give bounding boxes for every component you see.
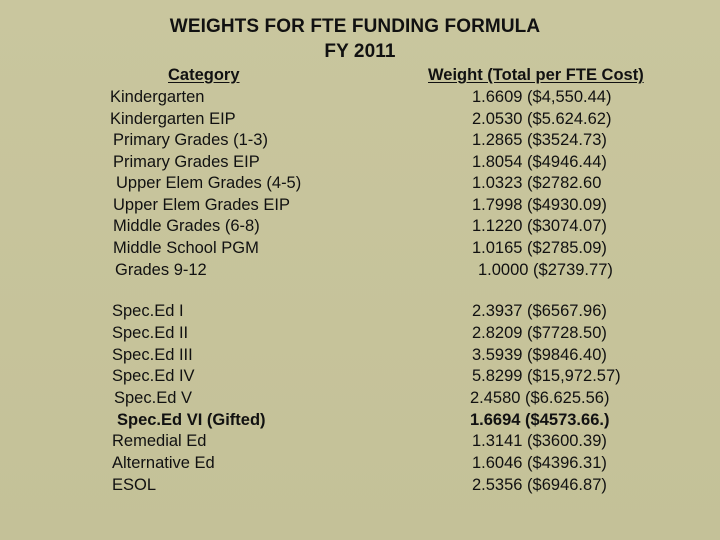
weight-cell: 2.3937 ($6567.96) [472, 302, 607, 320]
column-header-weight: Weight (Total per FTE Cost) [428, 66, 644, 84]
category-cell: Kindergarten [110, 88, 205, 106]
table-row [0, 86, 720, 108]
category-cell: Spec.Ed IV [112, 367, 195, 385]
weight-cell: 1.0000 ($2739.77) [478, 261, 613, 279]
weight-cell: 1.3141 ($3600.39) [472, 432, 607, 450]
table-row [0, 430, 720, 452]
table-row [0, 344, 720, 366]
table-row [0, 452, 720, 474]
category-cell: Middle School PGM [113, 239, 259, 257]
weight-cell: 1.0165 ($2785.09) [472, 239, 607, 257]
weight-cell: 1.6046 ($4396.31) [472, 454, 607, 472]
weight-cell: 1.2865 ($3524.73) [472, 131, 607, 149]
category-cell: Spec.Ed II [112, 324, 189, 342]
category-cell: Spec.Ed VI (Gifted) [117, 411, 266, 429]
table-row [0, 237, 720, 259]
category-cell: Spec.Ed III [112, 346, 193, 364]
table-row [0, 215, 720, 237]
weight-cell: 1.7998 ($4930.09) [472, 196, 607, 214]
column-header-category: Category [168, 66, 240, 84]
category-cell: Remedial Ed [112, 432, 207, 450]
table-row [0, 409, 720, 431]
weight-cell: 2.5356 ($6946.87) [472, 476, 607, 494]
weight-cell: 3.5939 ($9846.40) [472, 346, 607, 364]
weight-cell: 1.0323 ($2782.60 [472, 174, 602, 192]
table-row [0, 108, 720, 130]
weight-cell: 1.8054 ($4946.44) [472, 153, 607, 171]
table-row [0, 365, 720, 387]
category-cell: Middle Grades (6-8) [113, 217, 260, 235]
category-cell: Primary Grades EIP [113, 153, 260, 171]
category-cell: Spec.Ed I [112, 302, 184, 320]
category-cell: Primary Grades (1-3) [113, 131, 268, 149]
table-row [0, 322, 720, 344]
table-row [0, 172, 720, 194]
weight-cell: 2.8209 ($7728.50) [472, 324, 607, 342]
table-row [0, 194, 720, 216]
table-header-row [0, 64, 720, 86]
weight-cell: 1.6609 ($4,550.44) [472, 88, 612, 106]
category-cell: Spec.Ed V [114, 389, 192, 407]
weight-cell: 2.4580 ($6.625.56) [470, 389, 610, 407]
category-cell: Upper Elem Grades (4-5) [116, 174, 302, 192]
category-cell: Kindergarten EIP [110, 110, 236, 128]
table-row [0, 474, 720, 496]
weight-cell: 5.8299 ($15,972.57) [472, 367, 621, 385]
category-cell: Alternative Ed [112, 454, 215, 472]
weight-cell: 1.6694 ($4573.66.) [470, 411, 610, 429]
table-row [0, 151, 720, 173]
category-cell: ESOL [112, 476, 157, 494]
weight-cell: 1.1220 ($3074.07) [472, 217, 607, 235]
table-row [0, 300, 720, 322]
weight-cell: 2.0530 ($5.624.62) [472, 110, 612, 128]
page-title: WEIGHTS FOR FTE FUNDING FORMULA [169, 16, 541, 37]
category-cell: Upper Elem Grades EIP [113, 196, 290, 214]
category-cell: Grades 9-12 [115, 261, 207, 279]
page-subtitle: FY 2011 [324, 41, 396, 62]
table-row [0, 129, 720, 151]
table-row [0, 259, 720, 281]
table-row [0, 387, 720, 409]
